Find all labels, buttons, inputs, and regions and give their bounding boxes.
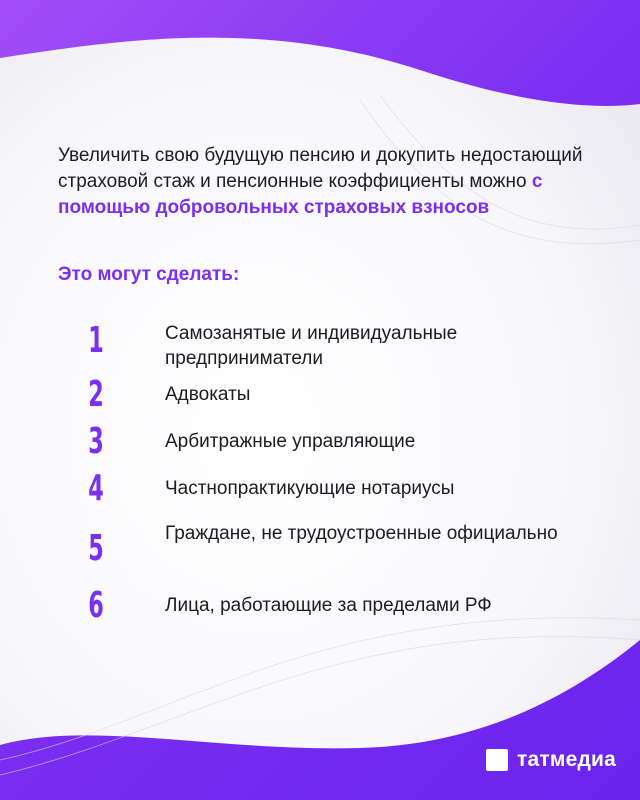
item-number: 6 xyxy=(88,585,104,626)
item-label: Частнопрактикующие нотариусы xyxy=(165,478,455,499)
logo-square-icon xyxy=(486,749,508,771)
item-label: Лица, работающие за пределами РФ xyxy=(165,595,492,616)
item-number: 2 xyxy=(88,374,104,415)
item-label: Самозанятые и индивидуальные предприниматели xyxy=(165,323,458,369)
item-label: Граждане, не трудоустроенные официально xyxy=(165,523,558,544)
brand-logo xyxy=(486,747,616,773)
item-number: 4 xyxy=(88,468,104,509)
section-subheading: Это могут сделать: xyxy=(58,264,240,285)
item-number: 3 xyxy=(88,421,104,462)
item-label: Адвокаты xyxy=(165,384,251,405)
intro-highlight: с помощью добровольных страховых взносов xyxy=(58,171,543,218)
intro-text: Увеличить свою будущую пенсию и докупить недостающий страховой стаж и пенсионные коэффициенты можно xyxy=(58,145,583,192)
brand-name: татмедиа xyxy=(517,748,616,771)
intro-paragraph xyxy=(58,143,598,221)
item-number: 5 xyxy=(88,528,104,569)
item-number: 1 xyxy=(88,320,104,361)
item-label: Арбитражные управляющие xyxy=(165,431,416,452)
